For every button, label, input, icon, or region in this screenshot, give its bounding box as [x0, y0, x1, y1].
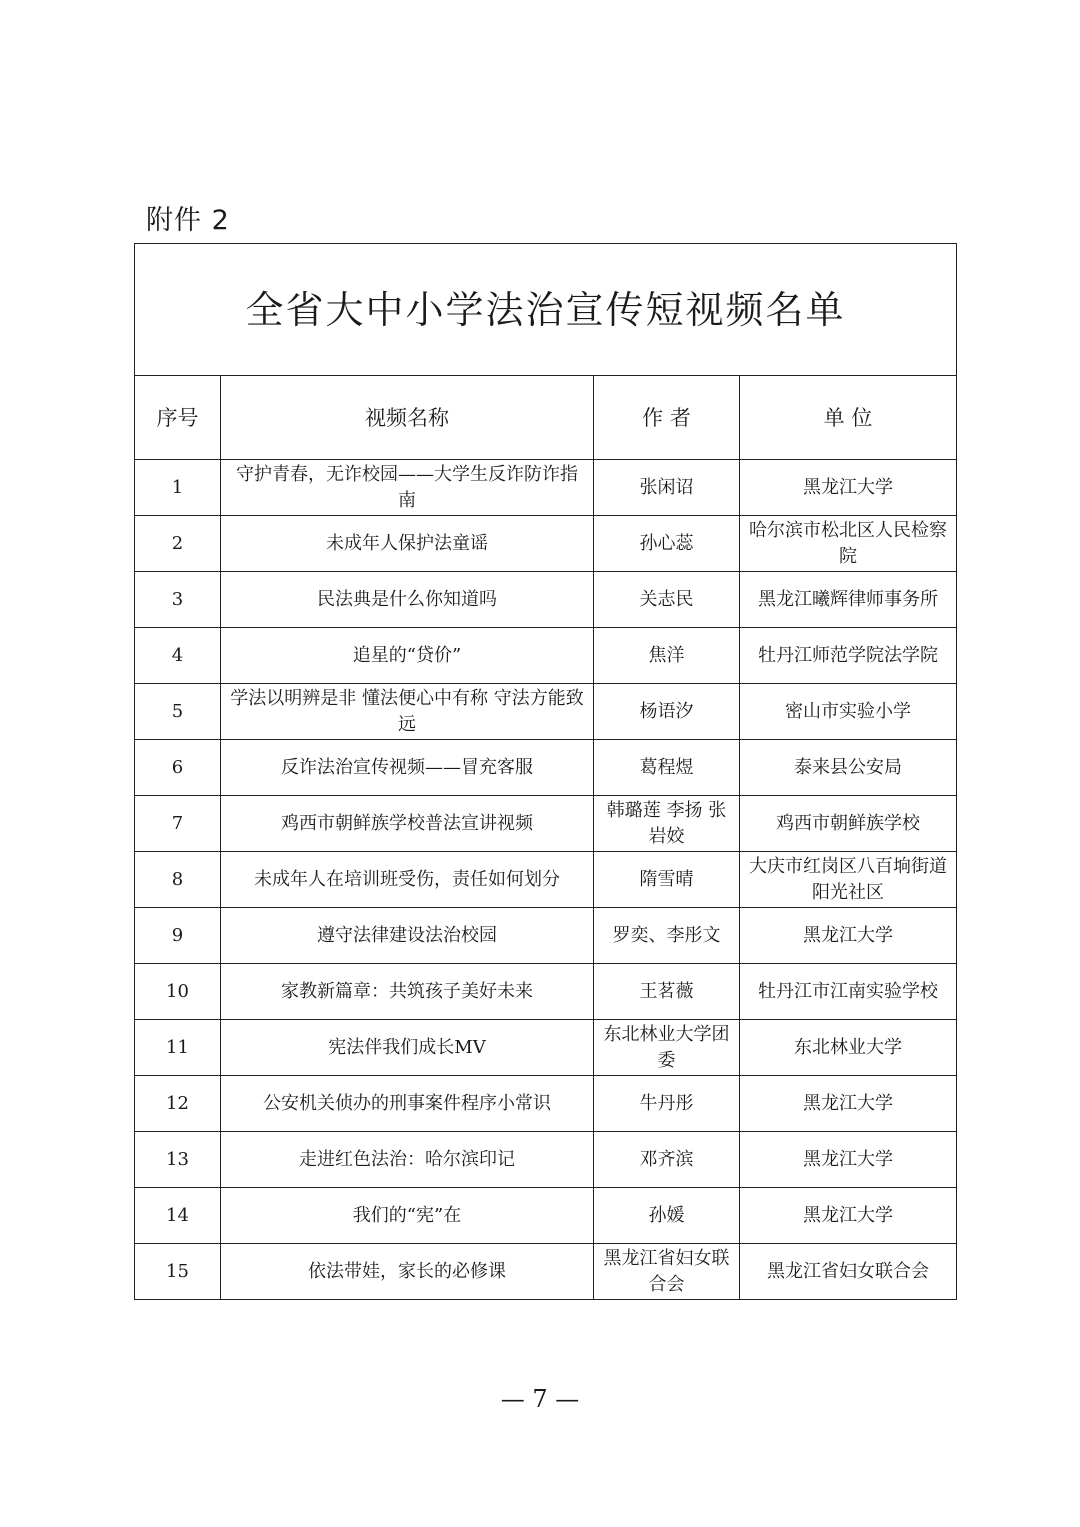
cell-unit: 黑龙江大学: [740, 1132, 957, 1188]
cell-unit: 黑龙江大学: [740, 460, 957, 516]
cell-unit: 哈尔滨市松北区人民检察院: [740, 516, 957, 572]
cell-video-name: 反诈法治宣传视频——冒充客服: [221, 740, 594, 796]
header-video-name: 视频名称: [221, 376, 594, 460]
cell-unit: 密山市实验小学: [740, 684, 957, 740]
cell-no: 8: [135, 852, 221, 908]
table-row: [135, 1244, 957, 1300]
cell-video-name: 遵守法律建设法治校园: [221, 908, 594, 964]
cell-author: 葛程煜: [594, 740, 740, 796]
cell-video-name: 依法带娃，家长的必修课: [221, 1244, 594, 1300]
cell-unit: 黑龙江大学: [740, 908, 957, 964]
cell-video-name: 守护青春，无诈校园——大学生反诈防诈指南: [221, 460, 594, 516]
cell-author: 杨语汐: [594, 684, 740, 740]
cell-no: 1: [135, 460, 221, 516]
cell-unit: 大庆市红岗区八百垧街道阳光社区: [740, 852, 957, 908]
cell-no: 9: [135, 908, 221, 964]
cell-no: 6: [135, 740, 221, 796]
cell-unit: 黑龙江大学: [740, 1076, 957, 1132]
cell-author: 东北林业大学团委: [594, 1020, 740, 1076]
cell-author: 韩璐莲 李扬 张岩姣: [594, 796, 740, 852]
cell-unit: 黑龙江曦辉律师事务所: [740, 572, 957, 628]
table-row: [135, 572, 957, 628]
cell-no: 7: [135, 796, 221, 852]
cell-unit: 泰来县公安局: [740, 740, 957, 796]
cell-no: 3: [135, 572, 221, 628]
cell-video-name: 未成年人在培训班受伤，责任如何划分: [221, 852, 594, 908]
cell-author: 王茗薇: [594, 964, 740, 1020]
cell-author: 焦洋: [594, 628, 740, 684]
table-row: [135, 740, 957, 796]
page-number: — 7 —: [500, 1385, 580, 1413]
cell-no: 2: [135, 516, 221, 572]
table-row: [135, 1076, 957, 1132]
cell-no: 12: [135, 1076, 221, 1132]
table-row: [135, 460, 957, 516]
cell-unit: 黑龙江省妇女联合会: [740, 1244, 957, 1300]
header-row: [135, 376, 957, 460]
cell-video-name: 未成年人保护法童谣: [221, 516, 594, 572]
cell-author: 黑龙江省妇女联合会: [594, 1244, 740, 1300]
cell-no: 13: [135, 1132, 221, 1188]
cell-author: 孙心蕊: [594, 516, 740, 572]
video-list-table: [134, 243, 957, 1300]
title-row: [135, 244, 957, 376]
table-row: [135, 684, 957, 740]
cell-author: 罗奕、李彤文: [594, 908, 740, 964]
cell-video-name: 公安机关侦办的刑事案件程序小常识: [221, 1076, 594, 1132]
table-row: [135, 516, 957, 572]
table-row: [135, 964, 957, 1020]
table-row: [135, 1020, 957, 1076]
cell-no: 4: [135, 628, 221, 684]
cell-unit: 黑龙江大学: [740, 1188, 957, 1244]
cell-video-name: 家教新篇章：共筑孩子美好未来: [221, 964, 594, 1020]
cell-author: 牛丹彤: [594, 1076, 740, 1132]
header-no: 序号: [135, 376, 221, 460]
cell-video-name: 鸡西市朝鲜族学校普法宣讲视频: [221, 796, 594, 852]
cell-author: 关志民: [594, 572, 740, 628]
attachment-label: 附件 2: [146, 205, 230, 236]
cell-video-name: 宪法伴我们成长MV: [221, 1020, 594, 1076]
cell-no: 14: [135, 1188, 221, 1244]
header-author: 作 者: [594, 376, 740, 460]
cell-author: 张闲诏: [594, 460, 740, 516]
cell-video-name: 我们的“宪”在: [221, 1188, 594, 1244]
cell-author: 隋雪晴: [594, 852, 740, 908]
cell-no: 10: [135, 964, 221, 1020]
cell-author: 邓齐滨: [594, 1132, 740, 1188]
cell-video-name: 学法以明辨是非 懂法便心中有称 守法方能致远: [221, 684, 594, 740]
table-row: [135, 1132, 957, 1188]
table-body: [135, 460, 957, 1300]
cell-no: 15: [135, 1244, 221, 1300]
cell-video-name: 走进红色法治：哈尔滨印记: [221, 1132, 594, 1188]
document-title: 全省大中小学法治宣传短视频名单: [135, 244, 957, 376]
cell-video-name: 追星的“贷价”: [221, 628, 594, 684]
cell-unit: 牡丹江师范学院法学院: [740, 628, 957, 684]
cell-unit: 东北林业大学: [740, 1020, 957, 1076]
cell-author: 孙媛: [594, 1188, 740, 1244]
table-row: [135, 852, 957, 908]
table-row: [135, 628, 957, 684]
header-unit: 单 位: [740, 376, 957, 460]
table-row: [135, 796, 957, 852]
cell-no: 11: [135, 1020, 221, 1076]
cell-no: 5: [135, 684, 221, 740]
cell-unit: 鸡西市朝鲜族学校: [740, 796, 957, 852]
table-row: [135, 908, 957, 964]
table-row: [135, 1188, 957, 1244]
cell-unit: 牡丹江市江南实验学校: [740, 964, 957, 1020]
cell-video-name: 民法典是什么你知道吗: [221, 572, 594, 628]
